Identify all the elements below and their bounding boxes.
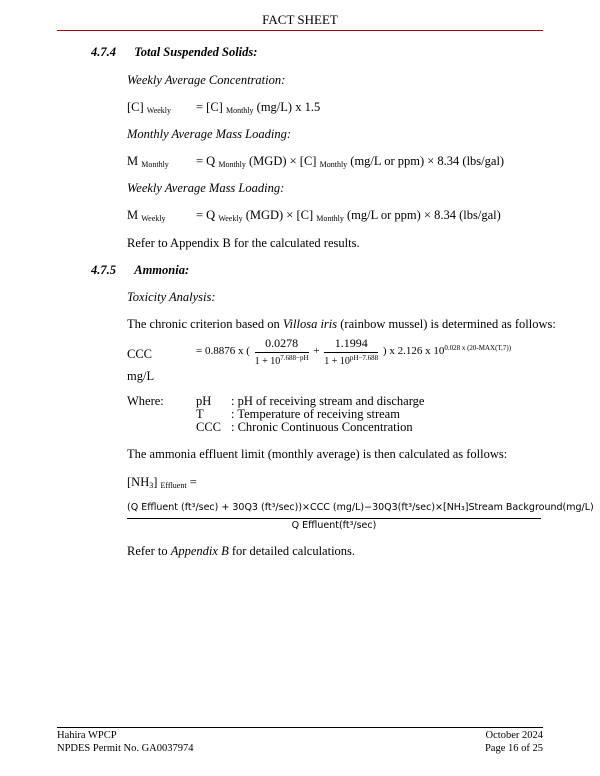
eq-weekly-mass-rhs	[196, 208, 501, 223]
eq2-lhs-sub: Monthly	[141, 160, 169, 169]
eq1-rhs-b: (mg/L) x 1.5	[256, 100, 321, 114]
footer-date: October 2024	[485, 730, 543, 741]
where-description: : pH of receiving stream and discharge	[231, 394, 425, 408]
section-title: Ammonia:	[134, 263, 190, 277]
where-symbol: CCC	[196, 420, 222, 434]
ccc-prefix: = 0.8876 x (	[196, 345, 250, 358]
fraction-bar	[127, 518, 541, 519]
section-4-7-5-heading	[91, 263, 189, 278]
chronic-criterion-text	[127, 317, 556, 332]
frac2-den-base: 1 + 10	[324, 356, 350, 367]
eq3-rhs-sub1: Weekly	[218, 214, 243, 223]
where-symbol: pH	[196, 394, 212, 408]
ccc-equation	[196, 336, 511, 367]
eq-weekly-conc-rhs	[196, 100, 320, 115]
section-number: 4.7.5	[91, 263, 116, 277]
eq3-rhs-b: (MGD) × [C]	[245, 208, 314, 222]
footer-divider	[57, 727, 543, 728]
eq-monthly-mass	[127, 154, 169, 169]
ammonia-refer-text	[127, 544, 355, 559]
ccc-unit: mg/L	[127, 369, 155, 383]
toxicity-heading: Toxicity Analysis:	[127, 290, 216, 304]
eq3-rhs-a: = Q	[196, 208, 216, 222]
equals-sign: =	[189, 475, 197, 489]
eq-weekly-mass	[127, 208, 165, 223]
refer-text-a: Refer to	[127, 544, 171, 558]
eq2-rhs-c: (mg/L or ppm) × 8.34 (lbs/gal)	[350, 154, 505, 168]
ccc-fraction-1	[255, 336, 309, 367]
where-item	[196, 420, 413, 435]
frac2-denominator	[324, 353, 378, 367]
where-symbol: T	[196, 407, 204, 421]
where-label: Where:	[127, 394, 164, 408]
frac1-exponent: 7.688−pH	[280, 354, 309, 362]
eq3-rhs-sub2: Monthly	[316, 214, 344, 223]
frac1-denominator	[255, 353, 309, 367]
chronic-text-a: The chronic criterion based on	[127, 317, 283, 331]
nh3-bracket-close: ]	[153, 475, 158, 489]
eq1-rhs-sub: Monthly	[225, 106, 254, 115]
footer-permit: NPDES Permit No. GA0037974	[57, 743, 194, 754]
ccc-suffix: ) x 2.126 x 10	[382, 345, 445, 358]
nh3-denominator: Q Effluent(ft³/sec)	[291, 520, 377, 531]
chronic-text-b: (rainbow mussel) is determined as follows:	[337, 317, 556, 331]
section-number: 4.7.4	[91, 45, 116, 59]
refer-text-b: for detailed calculations.	[228, 544, 356, 558]
eq2-rhs-a: = Q	[196, 154, 216, 168]
eq2-rhs-sub1: Monthly	[218, 160, 246, 169]
page-header: FACT SHEET	[262, 12, 338, 27]
header-divider	[57, 30, 543, 31]
eq3-lhs: M	[127, 208, 139, 222]
tss-refer-text: Refer to Appendix B for the calculated results.	[127, 236, 360, 250]
frac1-numerator: 0.0278	[255, 336, 309, 353]
eq3-rhs-c: (mg/L or ppm) × 8.34 (lbs/gal)	[346, 208, 501, 222]
nh3-effluent-lhs	[127, 475, 197, 490]
eq2-rhs-b: (MGD) × [C]	[249, 154, 317, 168]
footer-facility: Hahira WPCP	[57, 730, 117, 741]
weekly-conc-heading: Weekly Average Concentration:	[127, 73, 286, 87]
where-description: : Temperature of receiving stream	[231, 407, 400, 421]
footer-page-number: Page 16 of 25	[484, 743, 543, 754]
eq1-lhs-sub: Weekly	[146, 106, 172, 115]
section-4-7-4-heading	[91, 45, 257, 60]
nh3-numerator: (Q Effluent (ft³/sec) + 30Q3 (ft³/sec))×CCC (mg/L)−30Q3(ft³/sec)×[NH₃]Stream Background(mg/L)	[127, 502, 594, 513]
appendix-b-reference: Appendix B	[170, 544, 229, 558]
nh3-effluent-sub: Effluent	[160, 481, 187, 490]
eq2-lhs: M	[127, 154, 139, 168]
eq1-rhs-a: = [C]	[196, 100, 223, 114]
effluent-limit-text: The ammonia effluent limit (monthly average) is then calculated as follows:	[127, 447, 508, 461]
eq-monthly-mass-rhs	[196, 154, 504, 169]
eq1-lhs: [C]	[127, 100, 144, 114]
frac2-numerator: 1.1994	[324, 336, 378, 353]
eq2-rhs-sub2: Monthly	[319, 160, 348, 169]
species-name: Villosa iris	[282, 317, 338, 331]
eq-weekly-conc	[127, 100, 171, 115]
ccc-exponent: 0.028 x (20-MAX(T,7))	[444, 344, 512, 353]
plus-sign: +	[313, 345, 320, 358]
frac1-den-base: 1 + 10	[254, 356, 281, 367]
ccc-label: CCC	[127, 347, 153, 361]
frac2-exponent: pH−7.688	[349, 354, 379, 362]
ccc-fraction-2	[324, 336, 378, 367]
eq3-lhs-sub: Weekly	[141, 214, 166, 223]
nh3-bracket: [NH	[127, 475, 150, 489]
weekly-mass-heading: Weekly Average Mass Loading:	[127, 181, 285, 195]
section-title: Total Suspended Solids:	[134, 45, 258, 59]
monthly-mass-heading: Monthly Average Mass Loading:	[127, 127, 291, 141]
nh3-subscript-3: 3	[149, 481, 154, 490]
where-description: : Chronic Continuous Concentration	[231, 420, 413, 434]
